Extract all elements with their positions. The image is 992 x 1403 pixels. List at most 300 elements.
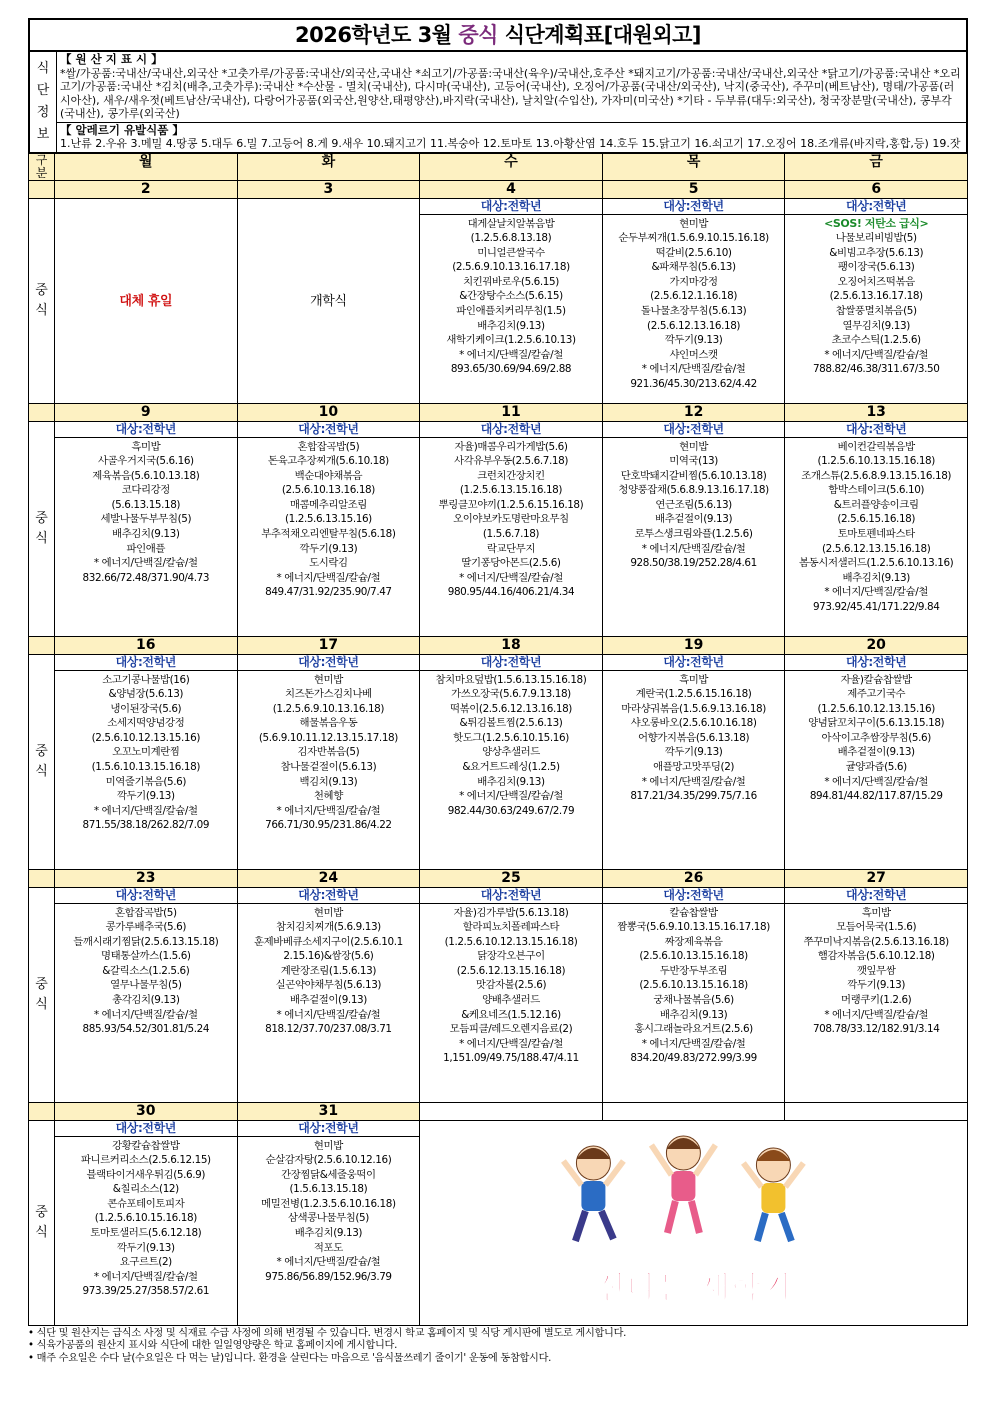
allergy-text: 1.난류 2.우유 3.메밀 4.땅콩 5.대두 6.밀 7.고등어 8.게 9.새우 10.돼지고기 11.복숭아 12.토마토 13.아황산염 14.호두 15.닭고기 16.쇠고기 17.오징어 18.조개류(바지락,홍합,등) 19.잣	[60, 137, 961, 150]
menu-cell	[237, 198, 420, 403]
menu-item: 나물보리비빔밥(5)	[835, 232, 917, 245]
menu-item: 삼색콩나물무침(5)	[287, 1212, 369, 1225]
date-cell: 3	[237, 180, 420, 198]
menu-item: 칼슘찹쌀밥	[669, 906, 718, 919]
menu-item: (2.5.6.12.13.15.16.18)	[822, 542, 931, 555]
menu-cell	[785, 421, 968, 636]
menu-item: 파니르커리소스(2.5.6.12.15)	[80, 1154, 211, 1167]
menu-item: 708.78/33.12/182.91/3.14	[812, 1023, 940, 1036]
menu-item: 찹쌀풍멸치볶음(5)	[835, 305, 917, 318]
menu-item: * 에너지/단백질/칼슘/철	[93, 804, 198, 817]
menu-item: 현미밥	[313, 1139, 343, 1152]
date-cell: 25	[420, 869, 603, 887]
menu-item: 홍시그래놀라요거트(2.5.6)	[634, 1023, 753, 1036]
menu-item: 훈제바베큐소세지구이(2.5.6.10.1	[253, 935, 403, 948]
menu-item: 양배추샐러드	[482, 994, 540, 1007]
menu-item: 배추김치(9.13)	[112, 528, 180, 541]
date-cell: 9	[55, 403, 238, 421]
menu-item: &간장탕수소스(5.6.15)	[459, 290, 563, 303]
weekday-fri: 금	[785, 153, 968, 180]
menu-item: &양념장(5.6.13)	[108, 688, 184, 701]
menu-cell	[785, 654, 968, 869]
menu-item: (1.2.5.6.10.12.13.15.16)	[817, 702, 935, 715]
menu-item: 햄감자볶음(5.6.10.12.18)	[817, 950, 935, 963]
menu-item: 참치김치찌개(5.6.9.13)	[275, 921, 381, 934]
menu-item: 계란장조림(1.5.6.13)	[280, 964, 377, 977]
menu-item: 초코수스틱(1.2.5.6)	[831, 334, 921, 347]
menu-item: 로투스생크림와플(1.2.5.6)	[634, 528, 753, 541]
menu-page	[28, 18, 968, 1365]
menu-item: * 에너지/단백질/칼슘/철	[93, 1270, 198, 1283]
menu-item: 배추김치(9.13)	[842, 571, 910, 584]
menu-item: 자율)칼슘찹쌀밥	[840, 673, 912, 686]
menu-item: 928.50/38.19/252.28/4.61	[630, 557, 757, 570]
menu-item: &트러플양송이크림	[833, 498, 919, 511]
menu-item: 열무김치(9.13)	[842, 319, 910, 332]
menu-item: 871.55/38.18/262.82/7.09	[82, 819, 210, 832]
menu-item: 냉이된장국(5.6)	[110, 702, 182, 715]
menu-item: &요거트드레싱(1.2.5)	[462, 761, 560, 774]
menu-row	[29, 887, 968, 1102]
menu-item: 766.71/30.95/231.86/4.22	[265, 819, 392, 832]
menu-cell	[55, 654, 238, 869]
menu-cell	[602, 198, 785, 403]
menu-item: 백순대야채볶음	[294, 469, 363, 482]
date-cell: 10	[237, 403, 420, 421]
menu-item: (5.6.9.10.11.12.13.15.17.18)	[258, 731, 398, 744]
menu-cell	[602, 887, 785, 1102]
menu-item: 요구르트(2)	[119, 1256, 172, 1269]
menu-row	[29, 1120, 968, 1325]
menu-item: 궁채나물볶음(5.6)	[653, 994, 734, 1007]
menu-item: * 에너지/단백질/칼슘/철	[641, 363, 746, 376]
date-cell: 4	[420, 180, 603, 198]
menu-item: * 에너지/단백질/칼슘/철	[459, 571, 563, 584]
menu-item: 김자반볶음(5)	[297, 746, 360, 759]
target-label: 대상:전학년	[238, 888, 420, 904]
menu-item: 단호박돼지갈비찜(5.6.10.13.18)	[620, 469, 767, 482]
menu-item: * 에너지/단백질/칼슘/철	[459, 1037, 563, 1050]
menu-item: 해물볶음우동	[299, 717, 358, 730]
menu-item: * 에너지/단백질/칼슘/철	[641, 1037, 746, 1050]
menu-row	[29, 421, 968, 636]
date-cell: 31	[237, 1102, 420, 1120]
menu-item: 청양풍잡채(5.6.8.9.13.16.17.18)	[618, 484, 769, 497]
meal-label: 중 식	[29, 421, 55, 636]
date-cell: 5	[602, 180, 785, 198]
menu-item: 마라샹궈볶음(1.5.6.9.13.16.18)	[621, 702, 766, 715]
menu-item: 두반장두부조림	[659, 964, 728, 977]
menu-item: 미니얼큰쌀국수	[477, 246, 545, 259]
menu-item: 현미밥	[313, 673, 343, 686]
menu-item: 부추적채오리엔탈무침(5.6.18)	[261, 528, 396, 541]
menu-item: 975.86/56.89/152.96/3.79	[265, 1270, 392, 1283]
menu-item: * 에너지/단백질/칼슘/철	[824, 1008, 929, 1021]
menu-item: * 에너지/단백질/칼슘/철	[93, 1008, 198, 1021]
menu-item: 돌나물초장무침(5.6.13)	[640, 305, 747, 318]
target-label: 대상:전학년	[603, 888, 785, 904]
banner-text: 신나는 새학기	[595, 1268, 792, 1307]
menu-item: 순두부찌개(1.5.6.9.10.15.16.18)	[618, 232, 769, 245]
low-carbon-badge: <SOS! 저탄소 급식>	[824, 216, 929, 230]
date-cell: 23	[55, 869, 238, 887]
menu-item: 천혜향	[313, 790, 343, 803]
date-row	[29, 180, 968, 198]
menu-item: * 에너지/단백질/칼슘/철	[276, 1256, 381, 1269]
menu-item: 치킨꿔바로우(5.6.15)	[463, 275, 559, 288]
menu-item: * 에너지/단백질/칼슘/철	[276, 1008, 381, 1021]
date-cell: 2	[55, 180, 238, 198]
date-cell: 30	[55, 1102, 238, 1120]
target-label: 대상:전학년	[238, 422, 420, 438]
menu-cell	[785, 198, 968, 403]
menu-item: (2.5.6.12.1.16.18)	[650, 290, 737, 303]
menu-item: 배추겉절이(9.13)	[655, 513, 733, 526]
menu-item: (2.5.6.13.16.17.18)	[829, 290, 923, 303]
date-row	[29, 869, 968, 887]
menu-item: 락교단무지	[486, 542, 536, 555]
date-cell: 13	[785, 403, 968, 421]
menu-cell	[237, 654, 420, 869]
menu-item: 사각유부우동(2.5.6.7.18)	[453, 455, 568, 468]
target-label: 대상:전학년	[785, 199, 967, 215]
menu-item: * 에너지/단백질/칼슘/철	[824, 775, 929, 788]
menu-item: (2.5.6.10.13.15.16.18)	[639, 979, 748, 992]
menu-cell	[55, 421, 238, 636]
menu-item: (1.5.6.13.15.18)	[289, 1183, 368, 1196]
origin-block	[60, 53, 963, 121]
menu-item: 깍두기(9.13)	[116, 1241, 175, 1254]
menu-item: 코다리강정	[121, 484, 170, 497]
menu-item: 연근조림(5.6.13)	[655, 498, 732, 511]
menu-item: 깍두기(9.13)	[664, 334, 723, 347]
meal-label: 중 식	[29, 654, 55, 869]
menu-item: 혼합잡곡밥(5)	[297, 440, 360, 453]
menu-item: 배추김치(9.13)	[294, 1227, 363, 1240]
date-cell: 20	[785, 636, 968, 654]
menu-item: 849.47/31.92/235.90/7.47	[265, 586, 392, 599]
target-label: 대상:전학년	[603, 655, 785, 671]
menu-item: 뿌링클꼬야끼(1.2.5.6.15.16.18)	[438, 498, 584, 511]
target-label: 대상:전학년	[785, 888, 967, 904]
menu-item: (2.5.6.15.16.18)	[837, 513, 916, 526]
menu-item: 콘슈포테이토피자	[107, 1197, 185, 1210]
menu-item: 모듬피클/레드오렌지음료(2)	[449, 1023, 573, 1036]
date-row	[29, 636, 968, 654]
menu-item: 맛감자볼(2.5.6)	[475, 979, 547, 992]
target-label: 대상:전학년	[785, 655, 967, 671]
menu-item: 베이컨갈릭볶음밥	[837, 440, 915, 453]
target-label: 대상:전학년	[55, 1121, 237, 1137]
menu-item: 할라피뇨치폴레파스타	[462, 921, 560, 934]
menu-item: 치즈돈가스김치나베	[285, 688, 372, 701]
target-label: 대상:전학년	[55, 888, 237, 904]
menu-item: * 에너지/단백질/칼슘/철	[824, 586, 929, 599]
menu-item: 가쓰오장국(5.6.7.9.13.18)	[451, 688, 571, 701]
menu-item: (2.5.6.10.12.13.15.16)	[91, 731, 200, 744]
menu-item: 순살감자탕(2.5.6.10.12.16)	[265, 1154, 392, 1167]
new-semester-banner	[420, 1120, 968, 1325]
date-row	[29, 403, 968, 421]
title-lunch: 중식	[458, 23, 498, 47]
menu-cell	[237, 887, 420, 1102]
target-label: 대상:전학년	[785, 422, 967, 438]
menu-item: 닭장각오븐구이	[477, 950, 545, 963]
menu-item: 토마토펜네파스타	[837, 528, 915, 541]
menu-item: &비빔고추장(5.6.13)	[829, 246, 924, 259]
menu-item: 핫도그(1.2.5.6.10.15.16)	[453, 731, 569, 744]
target-label: 대상:전학년	[603, 422, 785, 438]
menu-item: &튀김볼트찜(2.5.6.13)	[459, 717, 563, 730]
menu-cell	[237, 1120, 420, 1325]
footer-note: • 식단 및 원산지는 급식소 사정 및 식재료 수급 사정에 의해 변경될 수 있습니다. 변경시 학교 홈페이지 및 식당 게시판에 별도로 게시합니다.	[28, 1327, 627, 1339]
menu-item: 흑미밥	[131, 440, 161, 453]
weekday-tue: 화	[237, 153, 420, 180]
menu-table	[28, 153, 968, 1326]
page-title: 2026학년도 3월 중식 식단계획표[대원외고]	[28, 18, 968, 50]
menu-row	[29, 198, 968, 403]
menu-item: 블랙타이거새우튀김(5.6.9)	[86, 1168, 206, 1181]
menu-item: 미역국(13)	[669, 455, 718, 468]
target-label: 대상:전학년	[238, 655, 420, 671]
menu-cell	[55, 198, 238, 403]
meal-label: 중 식	[29, 198, 55, 403]
menu-item: * 에너지/단백질/칼슘/철	[276, 804, 381, 817]
menu-item: 배추겉절이(9.13)	[837, 746, 915, 759]
menu-item: 매콤메추리알조림	[289, 498, 367, 511]
menu-item: 강황칼슘찹쌀밥	[112, 1139, 180, 1152]
menu-item: 자율)매콤우리가게밥(5.6)	[454, 440, 568, 453]
allergy-heading: 【 알레르기 유발식품 】	[60, 122, 184, 137]
meal-label: 중 식	[29, 887, 55, 1102]
menu-item: 893.65/30.69/94.69/2.88	[450, 363, 572, 376]
target-label: 대상:전학년	[238, 1121, 420, 1137]
menu-item: 파인애플	[126, 542, 166, 555]
menu-item: 총각김치(9.13)	[112, 994, 180, 1007]
date-cell: 19	[602, 636, 785, 654]
menu-item: 788.82/46.38/311.67/3.50	[812, 363, 940, 376]
menu-item: (2.5.6.12.13.15.16.18)	[456, 964, 566, 977]
menu-item: 돈육고추장찌개(5.6.10.18)	[268, 455, 389, 468]
menu-item: 소세지떡양념강정	[107, 717, 185, 730]
menu-item: 귤양과즙(5.6)	[845, 761, 907, 774]
menu-row	[29, 654, 968, 869]
target-label: 대상:전학년	[420, 199, 602, 215]
menu-item: * 에너지/단백질/칼슘/철	[641, 775, 746, 788]
target-label: 대상:전학년	[420, 655, 602, 671]
menu-item: 흑미밥	[679, 673, 709, 686]
menu-cell	[237, 421, 420, 636]
menu-item: 흑미밥	[861, 906, 891, 919]
menu-item: 토마토샐러드(5.6.12.18)	[90, 1227, 202, 1240]
menu-item: (1.2.5.6.10.13.15.16.18)	[817, 455, 935, 468]
weekday-wed: 수	[420, 153, 603, 180]
menu-item: 가지마강정	[669, 275, 718, 288]
footer-notes	[28, 1328, 968, 1366]
menu-item: 모듬어묵국(1.5.6)	[836, 921, 917, 934]
menu-item: (2.5.6.10.13.16.18)	[281, 484, 375, 497]
menu-item: 양상추샐러드	[482, 746, 540, 759]
footer-note: • 매주 수요일은 수다 날(수요일은 다 먹는 날)입니다. 환경을 살린다는 마음으로 '음식물쓰레기 줄이기' 운동에 동참합시다.	[28, 1352, 552, 1364]
menu-item: 백김치(9.13)	[299, 775, 358, 788]
menu-item: 현미밥	[313, 906, 343, 919]
menu-item: 파인애플치커리무침(1.5)	[456, 305, 566, 318]
menu-item: 배추김치(9.13)	[477, 319, 545, 332]
menu-item: 조개스튜(2.5.6.8.9.13.15.16.18)	[801, 469, 952, 482]
date-cell: 17	[237, 636, 420, 654]
footer-note: • 식육가공품의 원산지 표시와 식단에 대한 일일영양량은 학교 홈페이지에 게시합니다.	[28, 1340, 398, 1351]
menu-item: 832.66/72.48/371.90/4.73	[82, 571, 210, 584]
menu-item: 새학기케이크(1.2.5.6.10.13)	[446, 334, 576, 347]
menu-item: 짬뽕국(5.6.9.10.13.15.16.17.18)	[617, 921, 770, 934]
menu-cell	[420, 198, 603, 403]
date-cell: 27	[785, 869, 968, 887]
target-label: 대상:전학년	[603, 199, 785, 215]
menu-item: &칠리소스(12)	[112, 1183, 179, 1196]
menu-cell	[55, 887, 238, 1102]
date-cell: 16	[55, 636, 238, 654]
menu-item: 자율)김가루밥(5.6.13.18)	[453, 906, 569, 919]
target-label: 대상:전학년	[55, 422, 237, 438]
menu-item: 834.20/49.83/272.99/3.99	[630, 1052, 757, 1065]
menu-item: * 에너지/단백질/칼슘/철	[824, 348, 929, 361]
menu-item: 제주고기국수	[847, 688, 906, 701]
holiday-label: 대체 휴일	[119, 293, 173, 309]
date-cell: 11	[420, 403, 603, 421]
menu-item: 2.15.16)&쌈장(5.6)	[283, 950, 374, 963]
menu-item: 혼합잡곡밥(5)	[114, 906, 177, 919]
menu-item: 도시락김	[309, 557, 348, 570]
kids-jumping-illustration	[420, 1121, 967, 1321]
target-label: 대상:전학년	[55, 655, 237, 671]
menu-item: 921.36/45.30/213.62/4.42	[630, 378, 757, 391]
menu-item: 깍두기(9.13)	[116, 790, 175, 803]
menu-item: 명태통살까스(1.5.6)	[101, 950, 191, 963]
menu-cell	[602, 421, 785, 636]
menu-item: (2.5.6.12.13.16.18)	[647, 319, 741, 332]
menu-item: 대게살날치알볶음밥	[467, 217, 555, 230]
date-cell: 12	[602, 403, 785, 421]
menu-item: 실곤약야채무침(5.6.13)	[275, 979, 382, 992]
menu-item: 함박스테이크(5.6.10)	[828, 484, 925, 497]
menu-item: * 에너지/단백질/칼슘/철	[276, 571, 381, 584]
menu-item: (2.5.6.10.13.15.16.18)	[639, 950, 748, 963]
menu-item: 샤인머스캣	[669, 348, 718, 361]
menu-cell	[420, 887, 603, 1102]
menu-item: * 에너지/단백질/칼슘/철	[459, 348, 563, 361]
menu-item: (1.5.6.10.13.15.16.18)	[91, 761, 200, 774]
menu-item: 소고기콩나물밥(16)	[102, 673, 190, 686]
menu-item: * 에너지/단백질/칼슘/철	[93, 557, 198, 570]
menu-item: 894.81/44.82/117.87/15.29	[809, 790, 943, 803]
menu-item: 973.39/25.27/358.57/2.61	[82, 1285, 210, 1298]
opening-ceremony-label: 개학식	[310, 293, 347, 309]
menu-item: 아삭이고추쌈장무침(5.6)	[821, 731, 931, 744]
menu-item: 쭈꾸미낙지볶음(2.5.6.13.16.18)	[803, 935, 949, 948]
menu-item: 818.12/37.70/237.08/3.71	[265, 1023, 392, 1036]
menu-item: * 에너지/단백질/칼슘/철	[459, 790, 563, 803]
menu-item: 오꼬노미계란찜	[112, 746, 180, 759]
menu-item: (1.2.5.6.13.15.16.18)	[459, 484, 563, 497]
date-row	[29, 1102, 968, 1120]
target-label: 대상:전학년	[420, 888, 602, 904]
menu-item: (1.2.5.6.9.10.13.16.18)	[272, 702, 385, 715]
origin-text: *쌀/가공품:국내산/국내산,외국산 *고춧가루/가공품:국내산/외국산,국내산 *쇠고기/가공품:국내산(육우)/국내산,호주산 *돼지고기/가공품:국내산/국내산,외국산 *닭고기/가공품:국내산 *오리고기/가공품:국내산 *김치(배추,고춧가루):국내산 *수산물 - 멸치(국내산), 다시마(국내산), 고등어(국내산), 오징어/가공품(국내산/외국산), 낙지(중국산), 주꾸미(베트남산), 명태/가공품(러시아산), 새우/새우젓(베트남산/국내산), 다랑어가공품(외국산,원양산,태평양산),바지락(국내산), 날치알(수입산), 가자미(미국산) *기타 - 두부류(대두:외국산), 청국장분말(국내산), 콩부각(국내산), 콩가루(외국산)	[60, 66, 961, 120]
allergy-block	[57, 122, 966, 151]
weekday-mon: 월	[55, 153, 238, 180]
menu-cell	[55, 1120, 238, 1325]
menu-item: &파채무침(5.6.13)	[651, 261, 736, 274]
menu-item: 깍두기(9.13)	[299, 542, 358, 555]
weekday-header-row	[29, 153, 968, 180]
menu-item: (5.6.13.15.18)	[111, 498, 181, 511]
menu-item: 973.92/45.41/171.22/9.84	[812, 601, 940, 614]
menu-item: 오이야보카도명란마요무침	[453, 513, 569, 526]
menu-cell	[785, 887, 968, 1102]
menu-item: 제육볶음(5.6.10.13.18)	[92, 469, 200, 482]
date-cell: 18	[420, 636, 603, 654]
date-cell: 24	[237, 869, 420, 887]
menu-item: 양념닭꼬치구이(5.6.13.15.18)	[808, 717, 945, 730]
menu-item: (1.2.5.6.8.13.18)	[470, 232, 552, 245]
menu-item: 적포도	[313, 1241, 343, 1254]
menu-item: 817.21/34.35/299.75/7.16	[630, 790, 757, 803]
meal-info-section	[28, 50, 968, 153]
menu-item: 깻잎무쌈	[856, 964, 896, 977]
header-side-label: 구 분	[29, 153, 55, 180]
menu-item: 세발나물두부무침(5)	[100, 513, 192, 526]
target-label: 대상:전학년	[420, 422, 602, 438]
menu-item: 사골우거지국(5.6.16)	[97, 455, 194, 468]
menu-item: 미역줄기볶음(5.6)	[105, 775, 187, 788]
menu-item: &케요네즈(1.5.12.16)	[461, 1008, 561, 1021]
info-side-label: 식 단 정 보	[30, 52, 57, 152]
menu-item: 열무나물무침(5)	[110, 979, 182, 992]
menu-item: (1.2.5.6.10.12.13.15.16.18)	[444, 935, 578, 948]
menu-item: (1.2.5.6.10.15.16.18)	[94, 1212, 197, 1225]
menu-item: 딸기퐁당아몬드(2.5.6)	[461, 557, 561, 570]
date-cell: 6	[785, 180, 968, 198]
menu-item: 봄동시저샐러드(1.2.5.6.10.13.16)	[799, 557, 954, 570]
menu-cell	[602, 654, 785, 869]
menu-cell	[420, 421, 603, 636]
menu-item: 크런치간장치킨	[477, 469, 545, 482]
menu-item: 깍두기(9.13)	[847, 979, 906, 992]
menu-item: * 에너지/단백질/칼슘/철	[641, 542, 746, 555]
menu-item: 980.95/44.16/406.21/4.34	[447, 586, 575, 599]
menu-item: 콩가루배추국(5.6)	[105, 921, 187, 934]
weekday-thu: 목	[602, 153, 785, 180]
menu-item: 깍두기(9.13)	[664, 746, 723, 759]
menu-item: 배추김치(9.13)	[477, 775, 545, 788]
menu-item: 계란국(1.2.5.6.15.16.18)	[635, 688, 752, 701]
menu-item: (2.5.6.9.10.13.16.17.18)	[452, 261, 570, 274]
menu-item: 배추겉절이(9.13)	[289, 994, 367, 1007]
menu-item: 참치마요덮밥(1.5.6.13.15.16.18)	[435, 673, 587, 686]
menu-item: (1.2.5.6.13.15.16)	[284, 513, 372, 526]
menu-item: 1,151.09/49.75/188.47/4.11	[443, 1052, 579, 1065]
origin-heading: 【 원 산 지 표 시 】	[60, 52, 163, 66]
menu-item: 짜장제육볶음	[664, 935, 723, 948]
menu-item: 간장찜닭&세줄웅떡이	[281, 1168, 376, 1181]
menu-item: 들깨시래기찜닭(2.5.6.13.15.18)	[73, 935, 219, 948]
menu-item: 현미밥	[679, 440, 709, 453]
menu-item: 982.44/30.63/249.67/2.79	[447, 804, 575, 817]
menu-item: (1.5.6.7.18)	[482, 528, 540, 541]
menu-item: &갈릭소스(1.2.5.6)	[102, 964, 190, 977]
menu-item: 885.93/54.52/301.81/5.24	[82, 1023, 210, 1036]
menu-item: 샤오롱바오(2.5.6.10.16.18)	[630, 717, 757, 730]
